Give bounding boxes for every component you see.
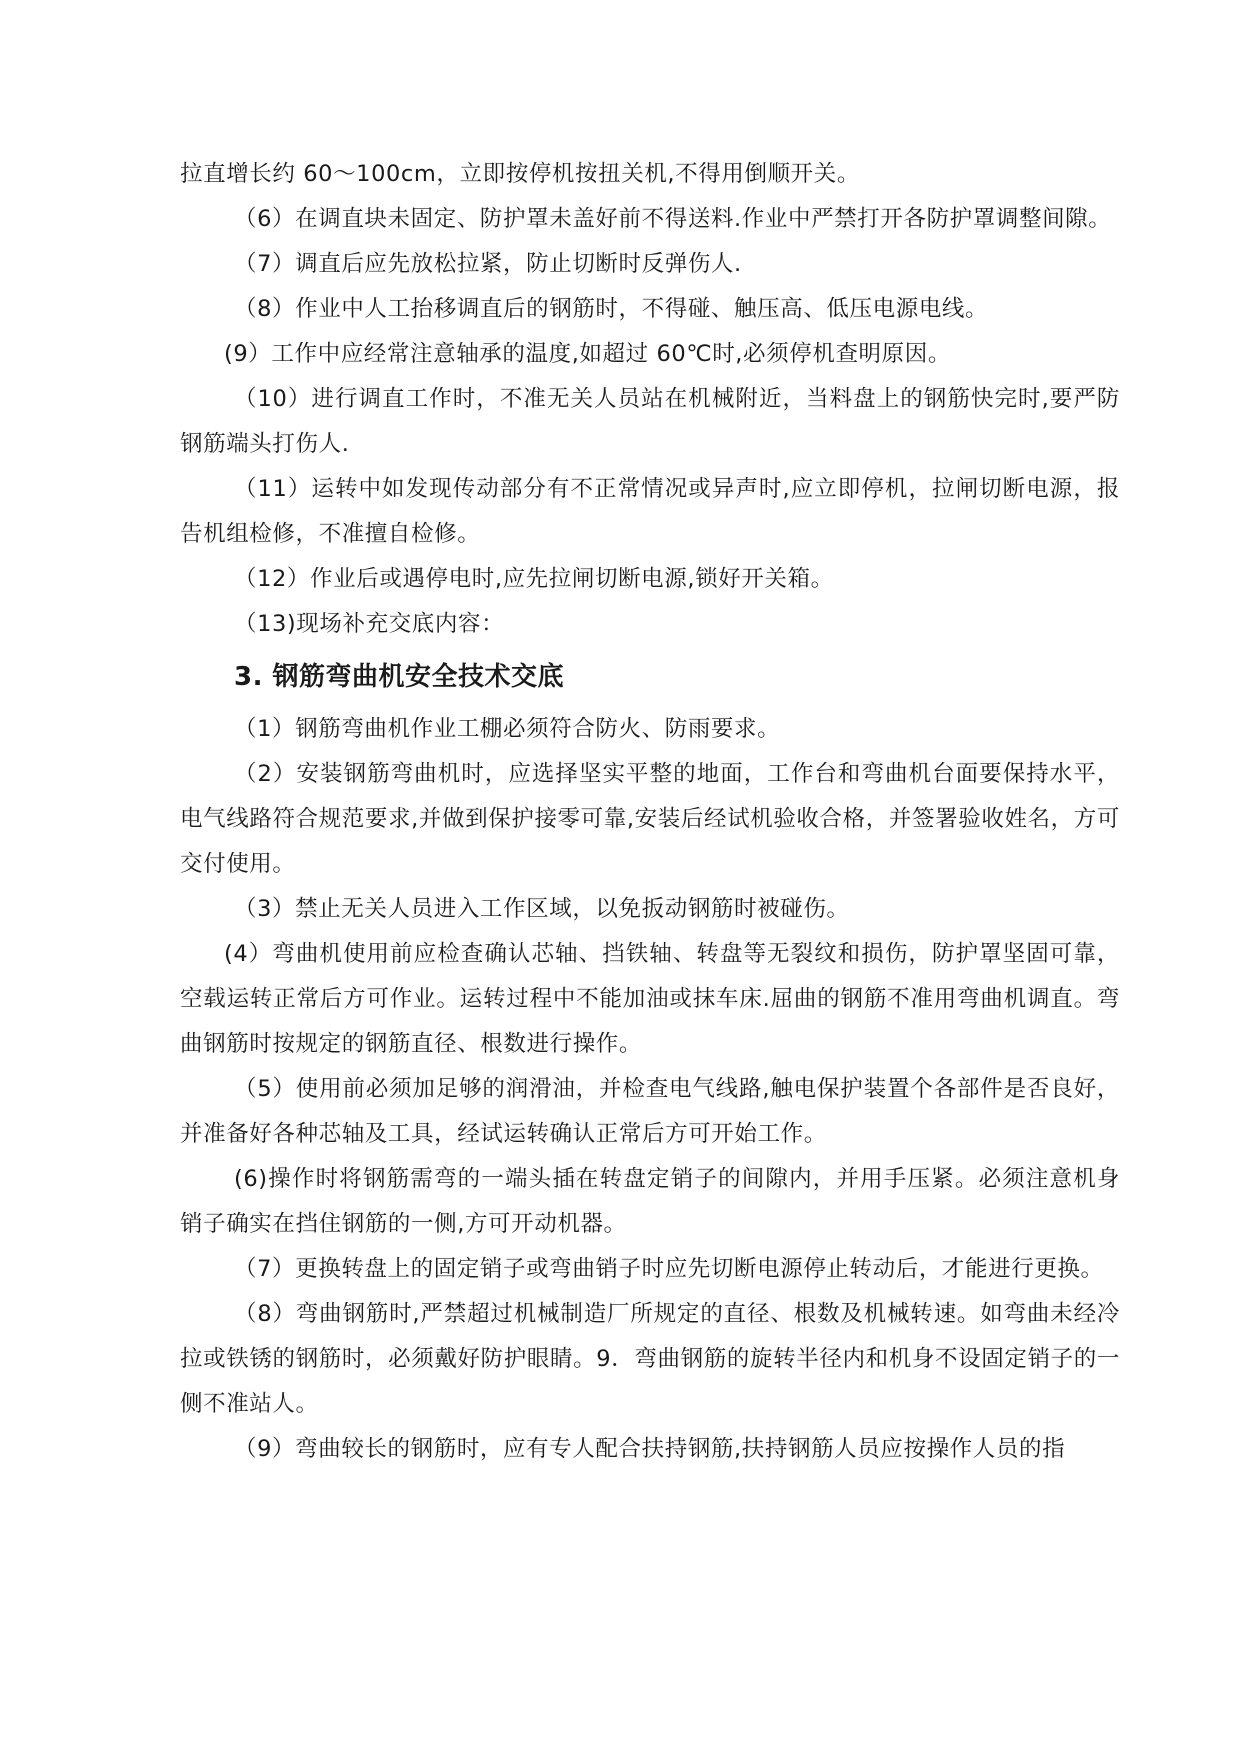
paragraph: （9）弯曲较长的钢筋时，应有专人配合扶持钢筋,扶持钢筋人员应按操作人员的指 xyxy=(234,1436,1066,1462)
paragraph: （6）在调直块未固定、防护罩未盖好前不得送料.作业中严禁打开各防护罩调整间隙。 xyxy=(234,206,1112,232)
paragraph: （12）作业后或遇停电时,应先拉闸切断电源,锁好开关箱。 xyxy=(234,566,834,592)
paragraph: （7）更换转盘上的固定销子或弯曲销子时应先切断电源停止转动后，才能进行更换。 xyxy=(234,1256,1104,1282)
paragraph: （1）钢筋弯曲机作业工棚必须符合防火、防雨要求。 xyxy=(234,716,781,742)
paragraph: （10）进行调直工作时，不准无关人员站在机械附近，当料盘上的钢筋快完时,要严防钢筋端头打伤人. xyxy=(180,386,1120,457)
paragraph: （8）弯曲钢筋时,严禁超过机械制造厂所规定的直径、根数及机械转速。如弯曲未经冷拉或铁锈的钢筋时，必须戴好防护眼睛。9．弯曲钢筋的旋转半径内和机身不设固定销子的一侧不准站人。 xyxy=(180,1301,1120,1417)
paragraph: （5）使用前必须加足够的润滑油，并检查电气线路,触电保护装置个各部件是否良好，并准备好各种芯轴及工具，经试运转确认正常后方可开始工作。 xyxy=(180,1076,1120,1147)
paragraph: （11）运转中如发现传动部分有不正常情况或异声时,应立即停机，拉闸切断电源，报告机组检修，不准擅自检修。 xyxy=(180,476,1120,547)
paragraph: 拉直增长约 60～100cm，立即按停机按扭关机,不得用倒顺开关。 xyxy=(180,161,860,187)
paragraph: （13)现场补充交底内容： xyxy=(234,611,505,637)
paragraph: (4）弯曲机使用前应检查确认芯轴、挡铁轴、转盘等无裂纹和损伤，防护罩坚固可靠，空载运转正常后方可作业。运转过程中不能加油或抹车床.屈曲的钢筋不准用弯曲机调直。弯曲钢筋时按规定的钢筋直径、根数进行操作。 xyxy=(180,941,1120,1057)
paragraph: （2）安装钢筋弯曲机时，应选择坚实平整的地面，工作台和弯曲机台面要保持水平，电气线路符合规范要求,并做到保护接零可靠,安装后经试机验收合格，并签署验收姓名，方可交付使用。 xyxy=(180,761,1120,877)
document-body xyxy=(180,152,1120,1472)
paragraph: (9）工作中应经常注意轴承的温度,如超过 60℃时,必须停机查明原因。 xyxy=(224,341,951,367)
paragraph: （3）禁止无关人员进入工作区域，以免扳动钢筋时被碰伤。 xyxy=(234,896,850,922)
paragraph: （7）调直后应先放松拉紧，防止切断时反弹伤人. xyxy=(234,251,742,277)
paragraph: （8）作业中人工抬移调直后的钢筋时，不得碰、触压高、低压电源电线。 xyxy=(234,296,989,322)
section-heading: 3. 钢筋弯曲机安全技术交底 xyxy=(234,662,565,692)
paragraph: (6)操作时将钢筋需弯的一端头插在转盘定销子的间隙内，并用手压紧。必须注意机身销子确实在挡住钢筋的一侧,方可开动机器。 xyxy=(180,1166,1120,1237)
